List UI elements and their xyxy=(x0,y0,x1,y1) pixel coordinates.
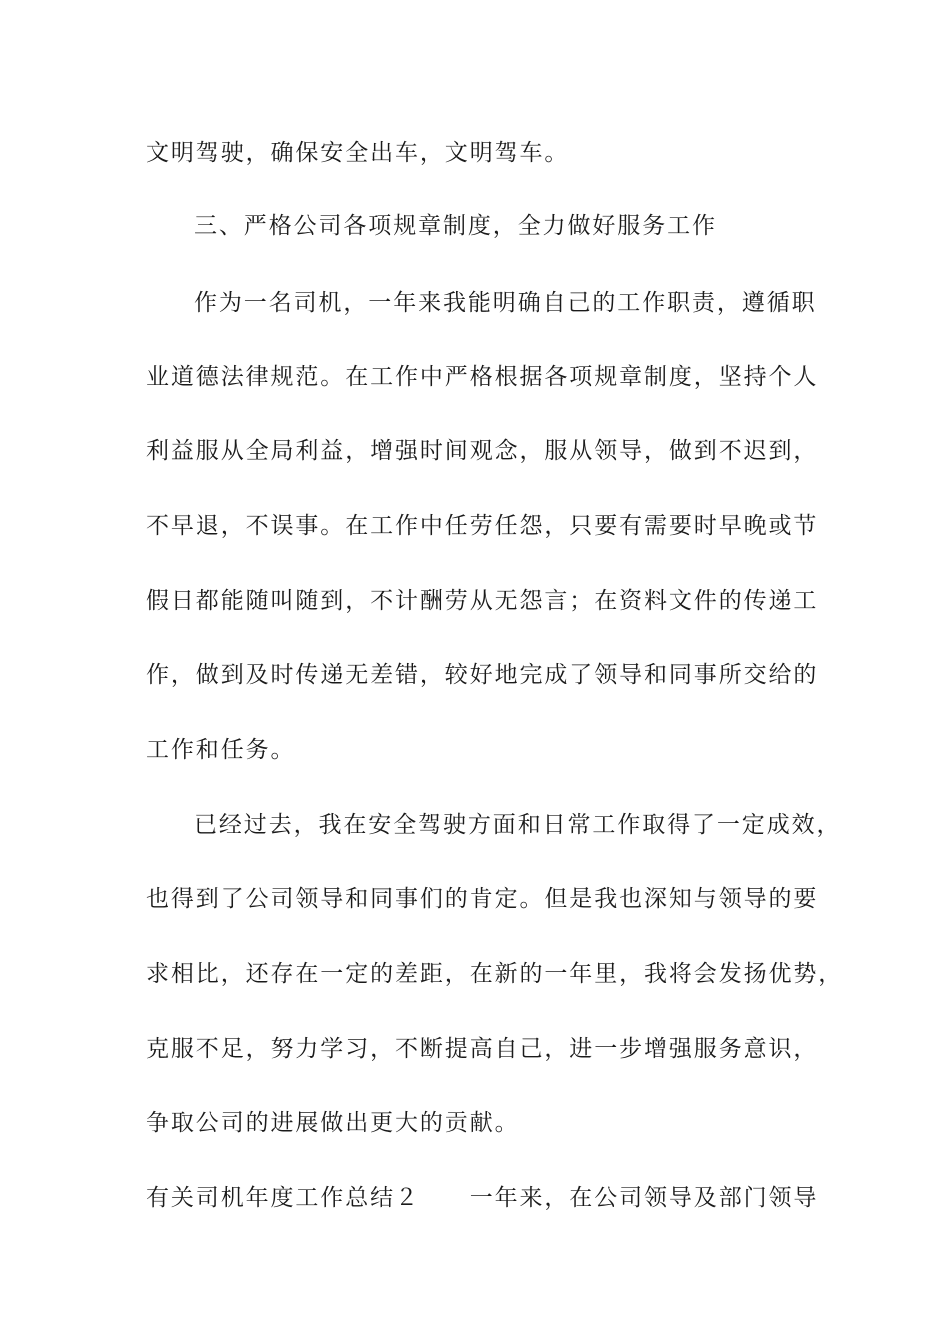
text-line: 作为一名司机，一年来我能明确自己的工作职责，遵循职 xyxy=(194,290,817,316)
text-line: 业道德法律规范。在工作中严格根据各项规章制度，坚持个人 xyxy=(146,364,819,390)
text-line: 不早退，不误事。在工作中任劳任怨，只要有需要时早晚或节 xyxy=(146,513,819,539)
text-line: 求相比，还存在一定的差距，在新的一年里，我将会发扬优势， xyxy=(146,961,844,987)
document-title-line: 有关司机年度工作总结２ 一年来，在公司领导及部门领导 xyxy=(146,1185,819,1211)
text-line: 已经过去，我在安全驾驶方面和日常工作取得了一定成效， xyxy=(194,812,842,838)
text-line: 假日都能随叫随到，不计酬劳从无怨言；在资料文件的传递工 xyxy=(146,588,819,614)
text-line: 争取公司的进展做出更大的贡献。 xyxy=(146,1110,520,1136)
section-heading: 三、严格公司各项规章制度，全力做好服务工作 xyxy=(194,213,717,239)
text-line: 工作和任务。 xyxy=(146,737,296,763)
text-line: 利益服从全局利益，增强时间观念，服从领导，做到不迟到， xyxy=(146,438,819,464)
text-line: 文明驾驶，确保安全出车，文明驾车。 xyxy=(146,140,570,166)
text-line: 作，做到及时传递无差错，较好地完成了领导和同事所交给的 xyxy=(146,662,819,688)
text-line: 克服不足，努力学习，不断提高自己，进一步增强服务意识， xyxy=(146,1036,819,1062)
text-line: 也得到了公司领导和同事们的肯定。但是我也深知与领导的要 xyxy=(146,886,819,912)
